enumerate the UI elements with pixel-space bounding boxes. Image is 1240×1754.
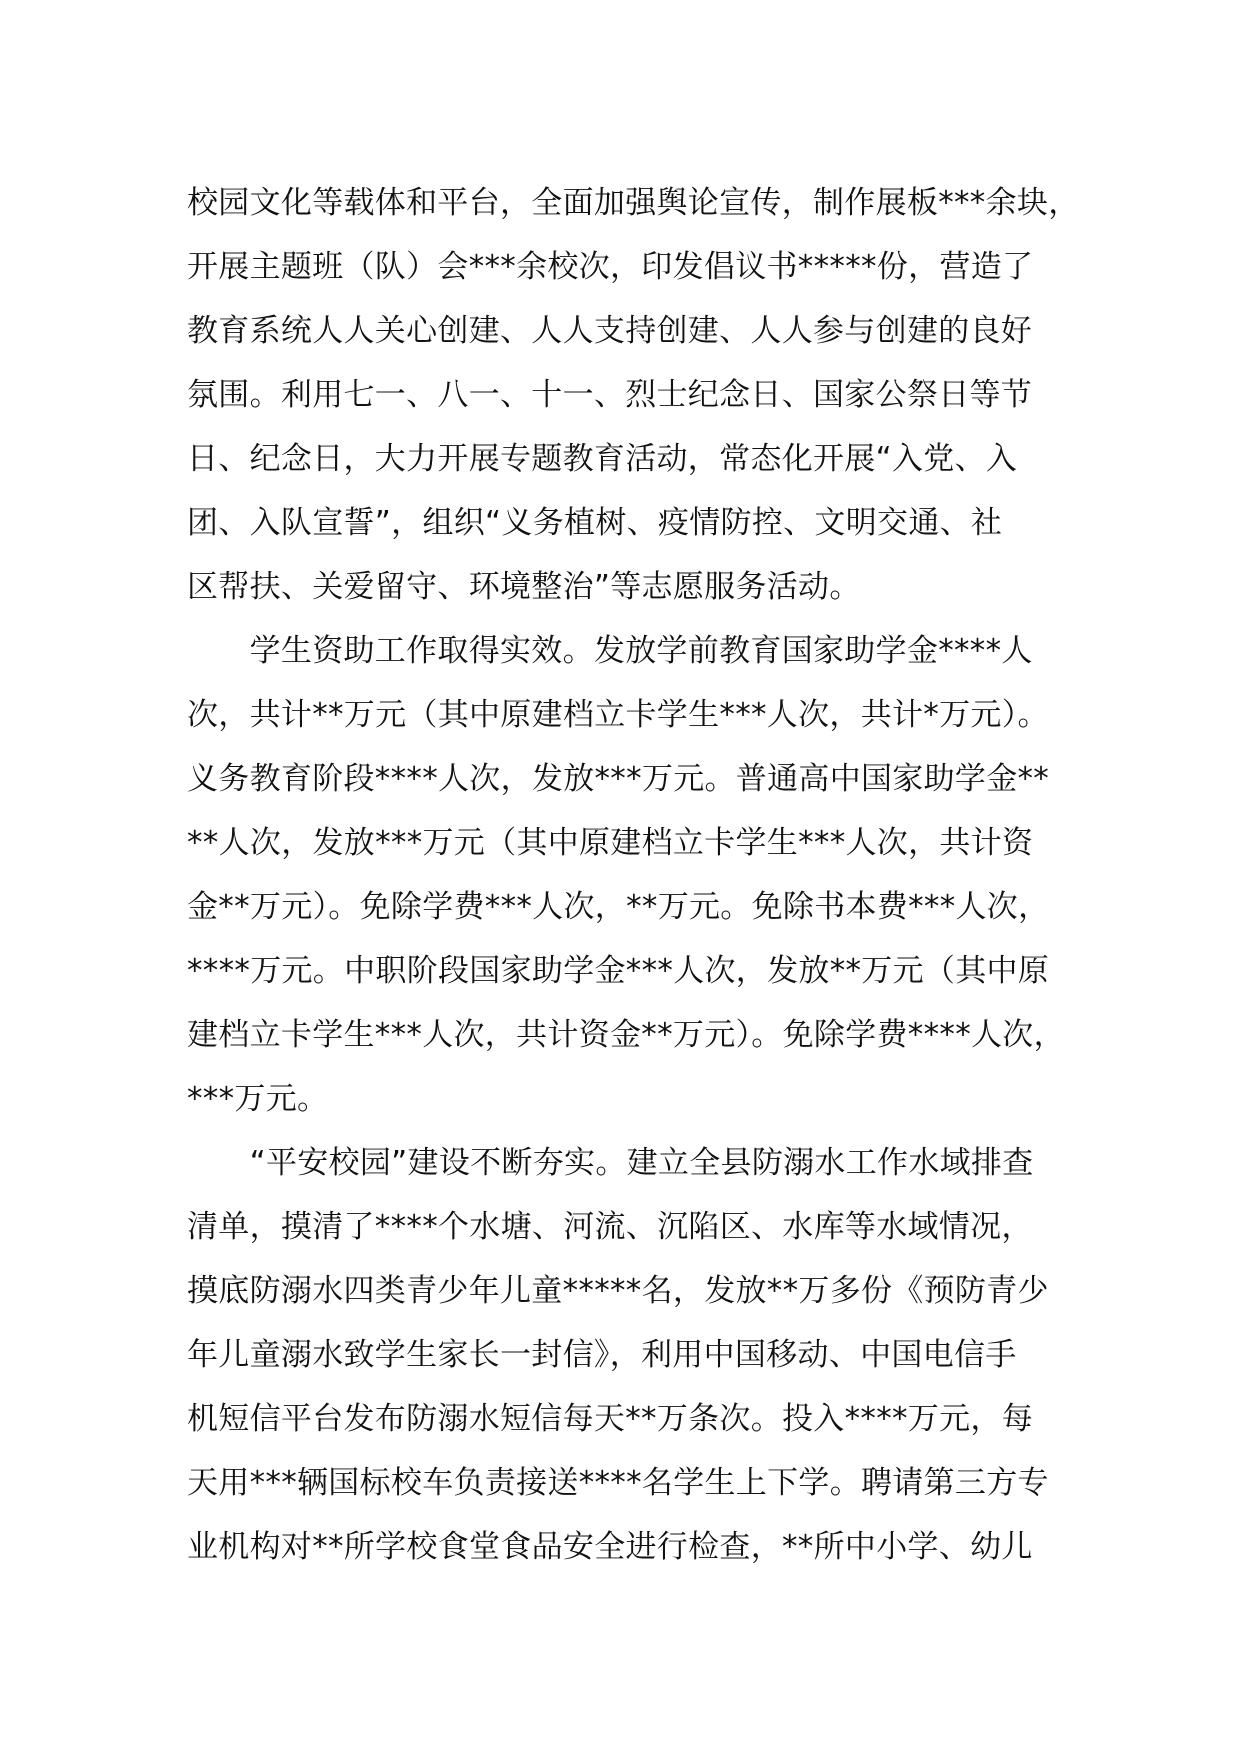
text-line: 教育系统人人关心创建、人人支持创建、人人参与创建的良好 bbox=[187, 313, 1033, 349]
text-line: 机短信平台发布防溺水短信每天**万条次。投入****万元，每 bbox=[187, 1401, 1033, 1437]
text-line: 开展主题班（队）会***余校次，印发倡议书*****份，营造了 bbox=[187, 249, 1034, 285]
text-line: 日、纪念日，大力开展专题教育活动，常态化开展“入党、入 bbox=[187, 441, 1018, 477]
text-line: ***万元。 bbox=[187, 1081, 329, 1117]
text-line: 团、入队宣誓”，组织“义务植树、疫情防控、文明交通、社 bbox=[187, 505, 1003, 541]
text-line: 建档立卡学生***人次，共计资金**万元）。免除学费****人次， bbox=[187, 1017, 1065, 1053]
text-line: 义务教育阶段****人次，发放***万元。普通高中国家助学金** bbox=[187, 761, 1050, 797]
text-line: **人次，发放***万元（其中原建档立卡学生***人次，共计资 bbox=[187, 825, 1034, 861]
body-text bbox=[187, 171, 1080, 1579]
text-line: ****万元。中职阶段国家助学金***人次，发放**万元（其中原 bbox=[187, 953, 1050, 989]
text-line: 金**万元）。免除学费***人次，**万元。免除书本费***人次， bbox=[187, 889, 1050, 925]
text-line: 年儿童溺水致学生家长一封信》，利用中国移动、中国电信手 bbox=[187, 1337, 1017, 1373]
text-line: 校园文化等载体和平台，全面加强舆论宣传，制作展板***余块， bbox=[187, 185, 1080, 221]
text-line: 学生资助工作取得实效。发放学前教育国家助学金****人 bbox=[187, 633, 1033, 669]
text-line: 业机构对**所学校食堂食品安全进行检查，**所中小学、幼儿 bbox=[187, 1529, 1033, 1565]
text-line: 氛围。利用七一、八一、十一、烈士纪念日、国家公祭日等节 bbox=[187, 377, 1033, 413]
text-line: 摸底防溺水四类青少年儿童*****名，发放**万多份《预防青少 bbox=[187, 1273, 1049, 1309]
text-line: 次，共计**万元（其中原建档立卡学生***人次，共计*万元）。 bbox=[187, 697, 1049, 733]
text-line: 区帮扶、关爱留守、环境整治”等志愿服务活动。 bbox=[187, 569, 861, 605]
text-line: “平安校园”建设不断夯实。建立全县防溺水工作水域排查 bbox=[187, 1145, 1034, 1181]
text-line: 清单，摸清了****个水塘、河流、沉陷区、水库等水域情况， bbox=[187, 1209, 1033, 1245]
text-line: 天用***辆国标校车负责接送****名学生上下学。聘请第三方专 bbox=[187, 1465, 1049, 1501]
